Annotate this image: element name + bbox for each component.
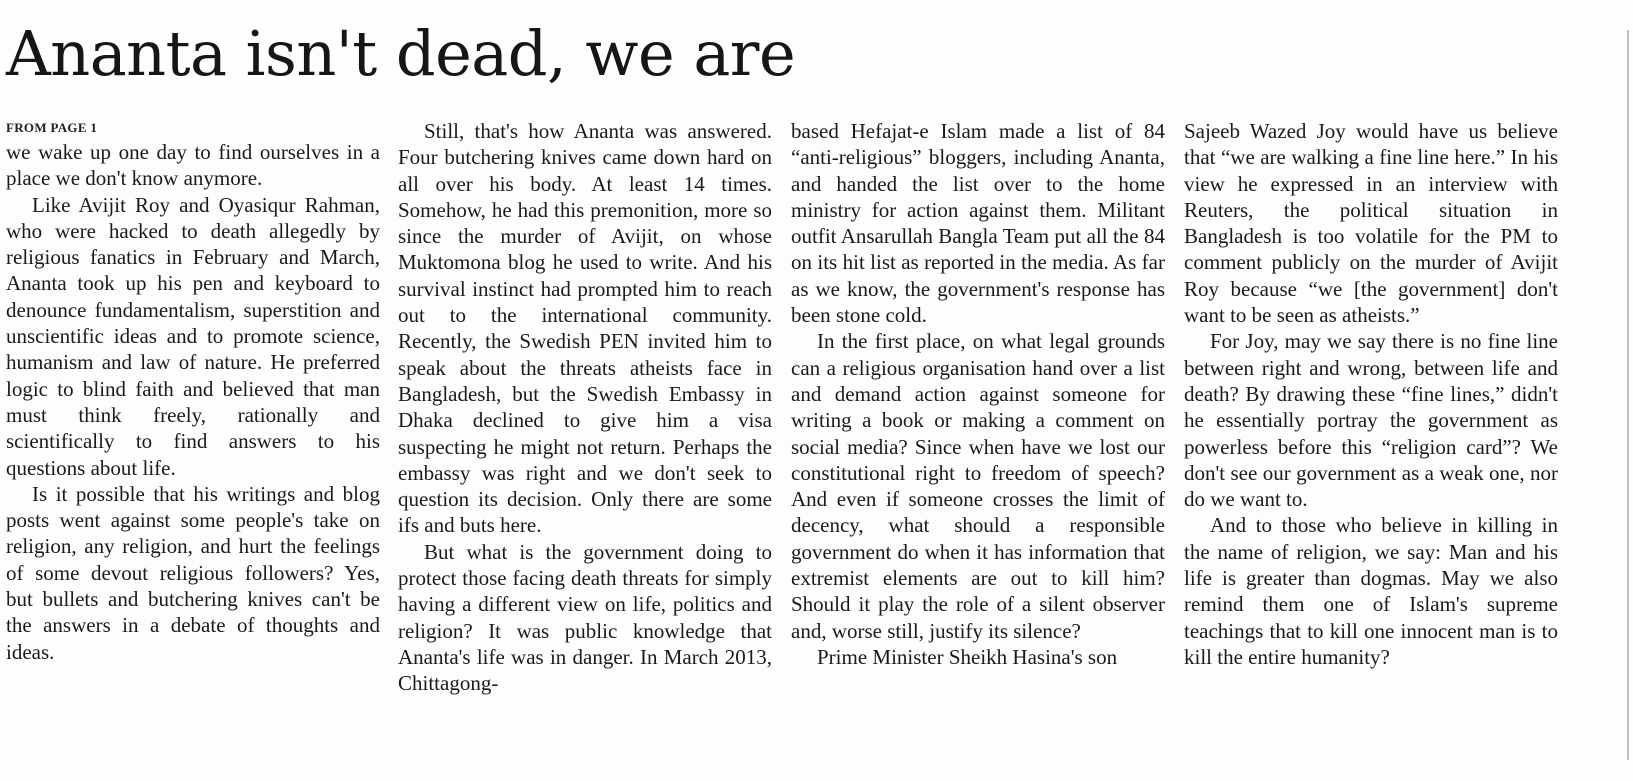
paragraph: For Joy, may we say there is no fine line between right and wrong, between life and death? By drawing these “fine lines,” didn't he essentially portray the government as powerless before this “religion card”? We don't see our government as a weak one, nor do we want to. bbox=[1184, 329, 1558, 512]
paragraph: Still, that's how Ananta was answered. Four butchering knives came down hard on all over his body. At least 14 times. Somehow, he had this premonition, more so since the murder of Avijit, on whose Muktomona blog he used to write. And his survival instinct had prompted him to reach out to the international community. Recently, the Swedish PEN invited him to speak about the threats atheists face in Bangladesh, but the Swedish Embassy in Dhaka declined to give him a visa suspecting he might not return. Perhaps the embassy was right and we don't seek to question its decision. Only there are some ifs and buts here. bbox=[398, 119, 772, 538]
article-column-1 bbox=[6, 118, 380, 665]
paragraph: we wake up one day to find ourselves in a place we don't know anymore. bbox=[6, 140, 380, 191]
paragraph: Is it possible that his writings and blog posts went against some people's take on religion, any religion, and hurt the feelings of some devout religious followers? Yes, but bullets and butchering knives can't be the answers in a debate of thoughts and ideas. bbox=[6, 481, 380, 664]
paragraph: Sajeeb Wazed Joy would have us believe that “we are walking a fine line here.” In his view he expressed in an interview with Reuters, the political situation in Bangladesh is too volatile for the PM to comment publicly on the murder of Avijit Roy because “we [the government] don't want to be seen as atheists.” bbox=[1184, 119, 1558, 328]
paragraph: Like Avijit Roy and Oyasiqur Rahman, who were hacked to death allegedly by religious fanatics in February and March, Ananta took up his pen and keyboard to denounce fundamentalism, superstition and unscientific ideas and to promote science, humanism and law of nature. He preferred logic to blind faith and believed that man must think freely, rationally and scientifically to find answers to his questions about life. bbox=[6, 192, 380, 480]
paragraph: based Hefajat-e Islam made a list of 84 “anti-religious” bloggers, including Ananta, and handed the list over to the home ministry for action against them. Militant outfit Ansarullah Bangla Team put all the 84 on its hit list as reported in the media. As far as we know, the government's response has been stone cold. bbox=[791, 119, 1165, 328]
paragraph: And to those who believe in killing in the name of religion, we say: Man and his life is greater than dogmas. May we also remind them one of Islam's supreme teachings that to kill one innocent man is to kill the entire humanity? bbox=[1184, 513, 1558, 669]
article-column-4 bbox=[1184, 118, 1558, 670]
paragraph: But what is the government doing to protect those facing death threats for simply having a different view on life, politics and religion? It was public knowledge that Ananta's life was in danger. In March 2013, Chittagong- bbox=[398, 539, 772, 696]
paragraph: In the first place, on what legal grounds can a religious organisation hand over a list and demand action against someone for writing a book or making a comment on social media? Since when have we lost our constitutional right to freedom of speech? And even if someone crosses the limit of decency, what should a responsible government do when it has information that extremist elements are out to kill him? Should it play the role of a silent observer and, worse still, justify its silence? bbox=[791, 329, 1165, 643]
article-column-2 bbox=[398, 118, 772, 697]
article-column-3 bbox=[791, 118, 1165, 670]
article-headline: Ananta isn't dead, we are bbox=[6, 17, 796, 90]
jump-label: FROM PAGE 1 bbox=[6, 120, 98, 135]
paragraph: Prime Minister Sheikh Hasina's son bbox=[817, 644, 1118, 669]
column-rule bbox=[1627, 30, 1629, 760]
